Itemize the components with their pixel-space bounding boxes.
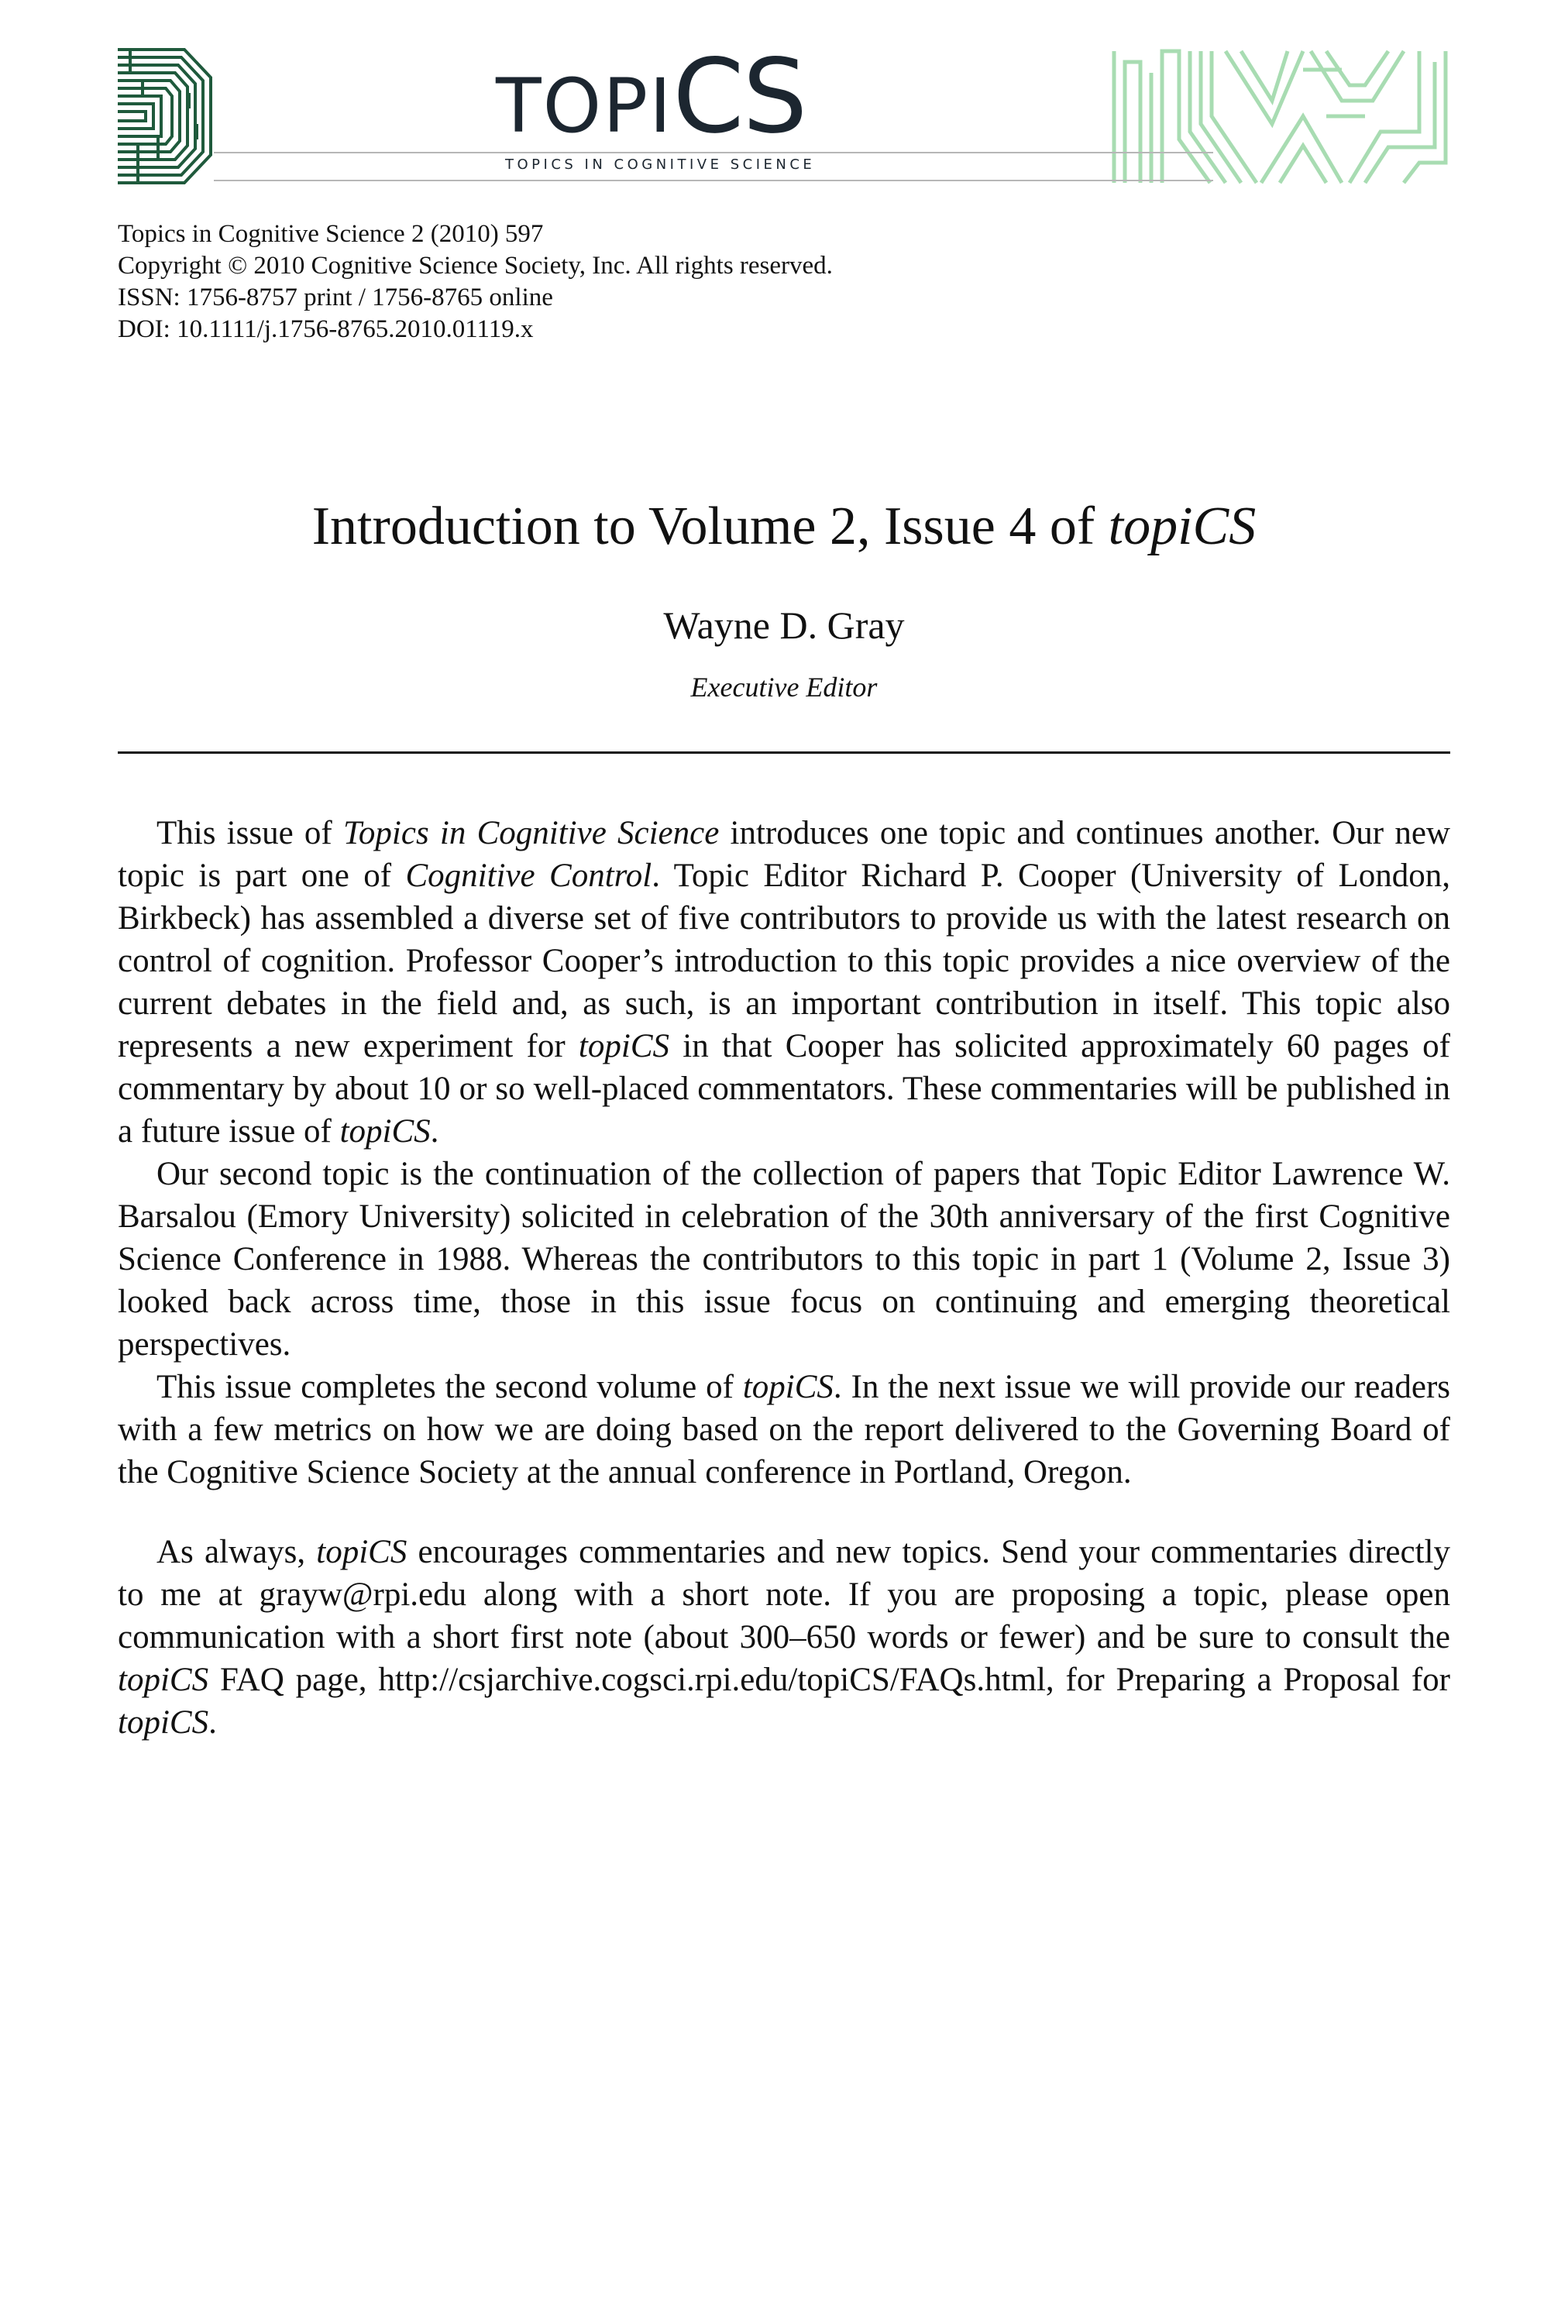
masthead-rule-bottom xyxy=(214,180,1213,181)
p3-italic-topics: topiCS xyxy=(742,1369,834,1405)
issn-line: ISSN: 1756-8757 print / 1756-8765 online xyxy=(118,284,553,311)
paragraph-4 xyxy=(118,1531,1450,1744)
author-role: Executive Editor xyxy=(690,672,878,703)
p4-italic-topics-2: topiCS xyxy=(118,1662,209,1698)
p4-text-g: . xyxy=(208,1704,217,1741)
labyrinth-pattern-icon xyxy=(1109,46,1450,186)
p1-italic-topics-1: topiCS xyxy=(578,1028,669,1064)
p1-text-i: . xyxy=(430,1113,439,1150)
article-body xyxy=(118,812,1450,1744)
p3-text-c: . In the next issue we will provide our readers with a few metrics on how we are doing based on the report delivered to the Governing Board of the Cognitive Science Society at the annual conference in Portland, Oregon. xyxy=(118,1369,1451,1490)
doi-line: DOI: 10.1111/j.1756-8765.2010.01119.x xyxy=(118,315,534,343)
journal-masthead xyxy=(0,0,1568,201)
p4-italic-topics-1: topiCS xyxy=(316,1534,407,1570)
p1-text-g: in that Cooper has solicited approximately 60 pages of commentary by about 10 or so well-placed commentators. These commentaries will be published in a future issue of xyxy=(118,1028,1450,1150)
p4-text-a: As always, xyxy=(156,1534,317,1570)
logo-subtitle: TOPICS IN COGNITIVE SCIENCE xyxy=(505,156,816,173)
p4-text-c: encourages commentaries and new topics. Send your commentaries directly to me at grayw@rpi.edu along with a short note. If you are proposing a topic, please open communication with a short first note (about 300–650 words or fewer) and be sure to consult the xyxy=(118,1534,1450,1655)
labyrinth-logo-icon xyxy=(115,46,214,186)
author-name: Wayne D. Gray xyxy=(663,603,905,647)
p4-text-e: FAQ page, http://csjarchive.cogsci.rpi.edu/topiCS/FAQs.html, for Preparing a Proposal for xyxy=(208,1662,1450,1698)
title-text: Introduction to Volume 2, Issue 4 of xyxy=(311,497,1109,556)
paragraph-1 xyxy=(118,812,1450,1153)
topics-logo xyxy=(496,37,837,156)
p1-text-c: introduces one topic and continues another. Our new topic is part one of xyxy=(118,815,1450,894)
paragraph-2: Our second topic is the continuation of the collection of papers that Topic Editor Lawrence W. Barsalou (Emory University) solicited in celebration of the 30th anniversary of the first Cognitive Science Conference in 1988. Whereas the contributors to this topic in part 1 (Volume 2, Issue 3) looked back across time, those in this issue focus on continuing and emerging theoretical perspectives. xyxy=(118,1156,1450,1363)
paragraph-3 xyxy=(118,1366,1450,1494)
logo-wordmark-suffix: CS xyxy=(672,37,806,156)
citation-block xyxy=(118,218,833,346)
p1-italic-journal: Topics in Cognitive Science xyxy=(342,815,720,851)
p3-text-a: This issue completes the second volume of xyxy=(156,1369,743,1405)
journal-citation: Topics in Cognitive Science 2 (2010) 597 xyxy=(118,220,544,248)
logo-wordmark-prefix: TOPI xyxy=(496,63,673,150)
title-divider xyxy=(118,751,1450,754)
p1-italic-topics-2: topiCS xyxy=(339,1113,431,1150)
copyright-line: Copyright © 2010 Cognitive Science Society, Inc. All rights reserved. xyxy=(118,252,833,280)
p1-text-a: This issue of xyxy=(156,815,343,851)
article-title xyxy=(0,496,1568,558)
title-journal-name: topiCS xyxy=(1108,497,1257,556)
p1-text-e: . Topic Editor Richard P. Cooper (University of London, Birkbeck) has assembled a diverse set of five contributors to provide us with the latest research on control of cognition. Professor Cooper’s introduction to this topic provides a nice overview of the current debates in the field and, as such, is an important contribution in itself. This topic also represents a new experiment for xyxy=(118,858,1451,1064)
p1-italic-topic: Cognitive Control xyxy=(405,858,652,894)
p4-italic-topics-3: topiCS xyxy=(118,1704,209,1741)
